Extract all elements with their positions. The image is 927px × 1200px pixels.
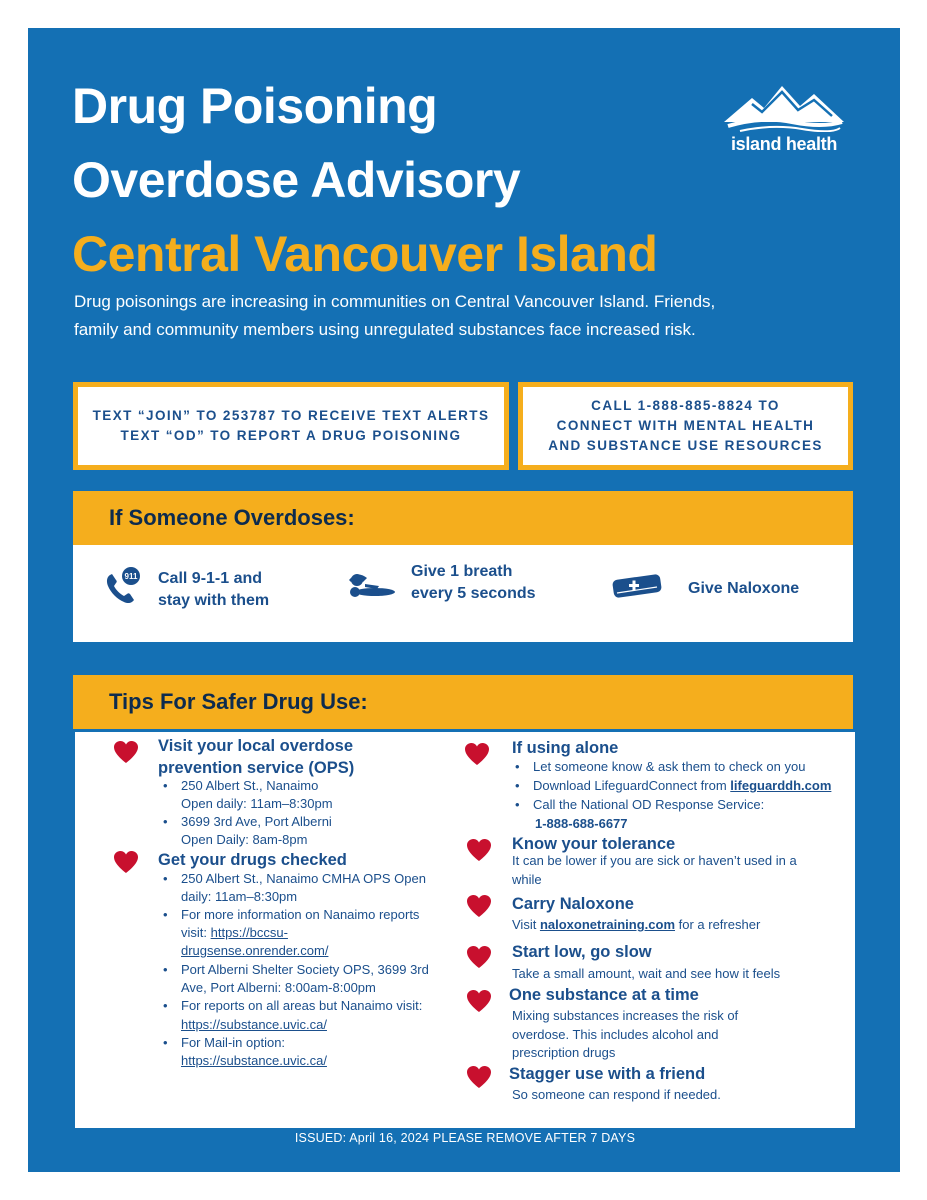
heart-icon	[464, 742, 490, 766]
step-breath-line-1: Give 1 breath	[411, 563, 513, 580]
visit-prefix: visit:	[181, 925, 211, 940]
checking-more-info: • For more information on Nanaimo reports	[181, 906, 419, 925]
tolerance-line-2: while	[512, 872, 542, 887]
tip-naloxone-title: Carry Naloxone	[512, 895, 634, 913]
step-give-naloxone: Give Naloxone	[688, 580, 800, 597]
call-line-3: AND SUBSTANCE USE RESOURCES	[548, 438, 823, 453]
call-line-2: CONNECT WITH MENTAL HEALTH	[556, 418, 815, 433]
checking-mail-in: • For Mail-in option:	[181, 1034, 285, 1053]
heart-icon	[466, 1065, 492, 1089]
step-rescue-breath	[411, 561, 536, 605]
checking-port-alberni-hours: Ave, Port Alberni: 8:00am-8:00pm	[181, 980, 376, 995]
naloxone-training-link[interactable]: naloxonetraining.com	[539, 917, 676, 932]
heart-icon	[466, 838, 492, 862]
heart-icon	[113, 850, 139, 874]
step-call-911-line-1: Call 9-1-1 and	[158, 570, 263, 587]
tip-start-low-title: Start low, go slow	[512, 943, 652, 961]
checking-nanaimo-hours: daily: 11am–8:30pm	[181, 889, 298, 904]
text-alert-line-2: TEXT “OD” TO REPORT A DRUG POISONING	[120, 428, 462, 443]
checking-nanaimo: • 250 Albert St., Nanaimo CMHA OPS Open	[181, 870, 426, 889]
overdose-steps	[73, 545, 853, 642]
tip-ops-title	[158, 735, 354, 779]
tip-tolerance-title: Know your tolerance	[512, 835, 676, 853]
text-alert-line-1: TEXT “JOIN” TO 253787 TO RECEIVE TEXT ALERTS	[92, 408, 490, 423]
step-call-911	[158, 568, 269, 612]
ops-nanaimo: • 250 Albert St., Nanaimo	[181, 777, 318, 796]
heart-icon	[466, 989, 492, 1013]
uvic-mail-link[interactable]: https://substance.uvic.ca/	[181, 1053, 327, 1068]
tip-drug-checking-title: Get your drugs checked	[158, 851, 347, 869]
bccsu-link-cont[interactable]: drugsense.onrender.com/	[181, 943, 329, 958]
start-low-text: Take a small amount, wait and see how it feels	[512, 966, 781, 981]
heart-icon	[466, 894, 492, 918]
intro-text: Drug poisonings are increasing in communities on Central Vancouver Island. Friends, family and community members using unregulated substances face increased risk.	[74, 292, 716, 339]
tip-alone-title: If using alone	[512, 739, 619, 757]
alone-let-someone-know: • Let someone know & ask them to check on you	[533, 758, 805, 777]
naloxone-suffix: for a refresher	[675, 917, 761, 932]
ops-nanaimo-hours: Open daily: 11am–8:30pm	[181, 796, 333, 811]
checking-other-areas: • For reports on all areas but Nanaimo visit:	[181, 997, 422, 1016]
step-breath-line-2: every 5 seconds	[411, 585, 536, 602]
tolerance-line-1: It can be lower if you are sick or haven’t used in a	[512, 853, 797, 868]
island-health-logo	[722, 82, 846, 156]
checking-more-info-visit	[181, 924, 288, 943]
ops-port-alberni-hours: Open Daily: 8am-8pm	[181, 832, 308, 847]
tips-heading: Tips For Safer Drug Use:	[73, 675, 853, 729]
tip-one-substance-title: One substance at a time	[509, 986, 699, 1004]
phone-911-icon	[103, 567, 143, 607]
tip-ops-title-line-1: Visit your local overdose	[158, 737, 354, 755]
title-line-1: Drug Poisoning	[72, 78, 438, 134]
bccsu-link[interactable]: https://bccsu-	[210, 925, 288, 940]
one-substance-line-1: Mixing substances increases the risk of	[512, 1008, 739, 1023]
lifeguard-link[interactable]: lifeguarddh.com	[730, 778, 832, 793]
naloxone-kit-icon	[611, 573, 663, 599]
stagger-text: So someone can respond if needed.	[512, 1087, 721, 1102]
lifeguard-prefix: Download LifeguardConnect from	[533, 778, 731, 793]
issued-notice: ISSUED: April 16, 2024 PLEASE REMOVE AFTER 7 DAYS	[294, 1131, 636, 1145]
tip-ops-title-line-2: prevention service (OPS)	[158, 759, 355, 777]
naloxone-prefix: Visit	[512, 917, 540, 932]
alone-national-od: • Call the National OD Response Service:	[533, 796, 764, 815]
overdose-heading: If Someone Overdoses:	[73, 491, 853, 545]
title-region: Central Vancouver Island	[72, 226, 658, 282]
alone-lifeguard	[533, 777, 831, 796]
heart-icon	[466, 945, 492, 969]
title-line-2: Overdose Advisory	[72, 152, 521, 208]
uvic-link[interactable]: https://substance.uvic.ca/	[181, 1017, 327, 1032]
logo-text: island health	[730, 134, 838, 154]
mountains-logo-icon	[722, 82, 846, 132]
text-alert-box	[73, 382, 509, 470]
naloxone-refresher	[512, 916, 760, 935]
rescue-breathing-icon	[345, 572, 399, 600]
phone-911-label: 911	[124, 572, 138, 581]
ops-port-alberni: • 3699 3rd Ave, Port Alberni	[181, 813, 332, 832]
heart-icon	[113, 740, 139, 764]
national-od-phone: 1-888-688-6677	[535, 816, 628, 831]
call-resources-box	[518, 382, 853, 470]
one-substance-line-2: overdose. This includes alcohol and	[512, 1027, 719, 1042]
tip-stagger-title: Stagger use with a friend	[509, 1065, 706, 1083]
one-substance-line-3: prescription drugs	[512, 1045, 616, 1060]
checking-port-alberni: • Port Alberni Shelter Society OPS, 3699 3rd	[181, 961, 429, 980]
step-call-911-line-2: stay with them	[158, 592, 270, 609]
call-line-1: CALL 1-888-885-8824 TO	[591, 398, 780, 413]
